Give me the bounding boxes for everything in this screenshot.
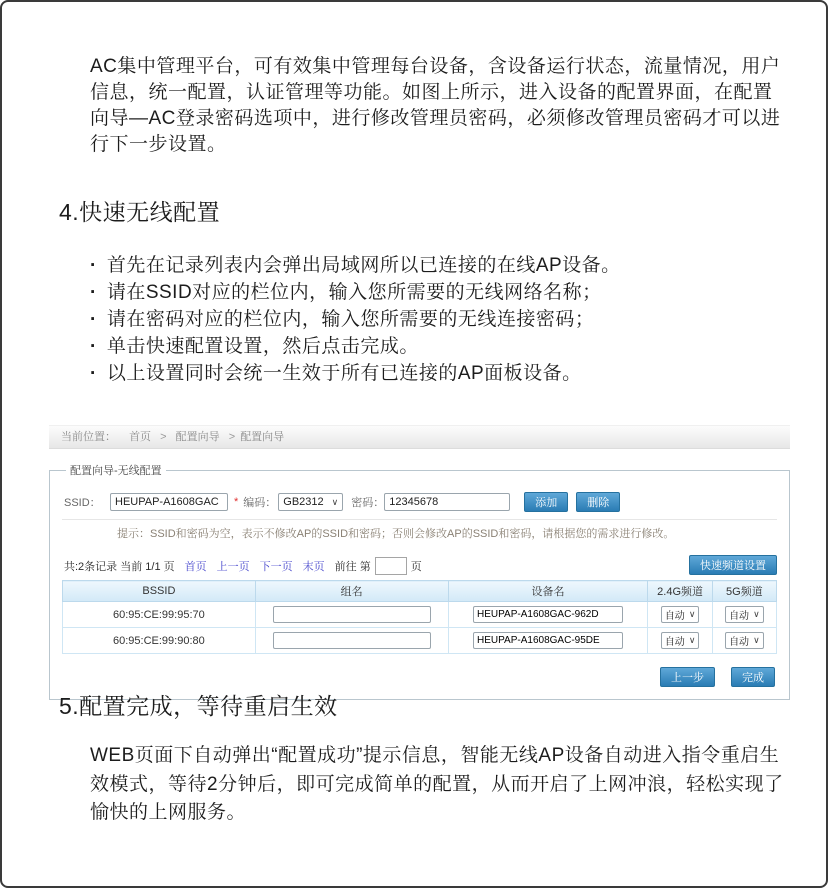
- breadcrumb-current: 配置向导: [240, 431, 285, 443]
- breadcrumb-separator: >: [160, 431, 167, 443]
- embedded-screenshot: [49, 425, 790, 700]
- channel-24g-value: 自动: [664, 611, 685, 622]
- encoding-select[interactable]: [278, 493, 343, 511]
- bssid-cell: 60:95:CE:99:95:70: [63, 602, 256, 628]
- chevron-down-icon: [689, 610, 696, 619]
- bullet-item: · 首先在记录列表内会弹出局域网所以已连接的在线AP设备。: [90, 252, 621, 279]
- encoding-selected-value: GB2312: [283, 496, 324, 508]
- divider: [62, 519, 777, 520]
- record-summary: 共:2条记录 当前 1/1 页: [64, 561, 175, 573]
- goto-page-input[interactable]: [375, 557, 407, 575]
- bullet-item: · 请在SSID对应的栏位内，输入您所需要的无线网络名称；: [90, 279, 621, 306]
- ap-device-table: [62, 580, 777, 654]
- next-page-link[interactable]: 下一页: [259, 561, 293, 573]
- password-label: 密码：: [351, 497, 385, 509]
- channel-24g-value: 自动: [664, 637, 685, 648]
- breadcrumb-separator: >: [228, 431, 236, 443]
- form-hint: 提示：SSID和密码为空，表示不修改AP的SSID和密码；否则会修改AP的SSID和密码，请根据您的需求进行修改。: [117, 528, 675, 540]
- first-page-link[interactable]: 首页: [184, 561, 207, 573]
- ssid-input[interactable]: [110, 493, 228, 511]
- bullet-item: · 以上设置同时会统一生效于所有已连接的AP面板设备。: [90, 360, 621, 387]
- chevron-down-icon: [332, 498, 339, 507]
- channel-24g-select[interactable]: [661, 606, 700, 623]
- section-4-bullet-list: [90, 252, 621, 387]
- table-row: [63, 628, 777, 654]
- goto-page-suffix: 页: [410, 561, 422, 573]
- quick-channel-settings-button[interactable]: 快速频道设置: [689, 555, 777, 575]
- channel-5g-value: 自动: [729, 611, 750, 622]
- col-header-bssid: BSSID: [63, 581, 256, 602]
- ssid-label: SSID：: [64, 497, 101, 509]
- device-name-input[interactable]: [473, 606, 623, 623]
- bullet-item: · 请在密码对应的栏位内，输入您所需要的无线连接密码；: [90, 306, 621, 333]
- breadcrumb: [49, 425, 790, 449]
- finish-button[interactable]: 完成: [731, 667, 775, 687]
- section-4-heading: 4.快速无线配置: [59, 199, 221, 225]
- chevron-down-icon: [689, 636, 696, 645]
- breadcrumb-wizard-link[interactable]: 配置向导: [175, 431, 220, 443]
- previous-step-button[interactable]: 上一步: [660, 667, 715, 687]
- table-header-row: [63, 581, 777, 602]
- col-header-24g: 2.4G频道: [648, 581, 712, 602]
- last-page-link[interactable]: 末页: [302, 561, 325, 573]
- bullet-item: · 单击快速配置设置，然后点击完成。: [90, 333, 621, 360]
- group-name-input[interactable]: [273, 606, 431, 623]
- encoding-label: 编码：: [243, 497, 277, 509]
- goto-page-prefix: 前往 第: [334, 561, 371, 573]
- chevron-down-icon: [753, 610, 760, 619]
- table-row: [63, 602, 777, 628]
- chevron-down-icon: [753, 636, 760, 645]
- channel-5g-select[interactable]: [725, 606, 764, 623]
- bssid-cell: 60:95:CE:99:90:80: [63, 628, 256, 654]
- col-header-device: 设备名: [448, 581, 648, 602]
- col-header-5g: 5G频道: [712, 581, 776, 602]
- channel-24g-select[interactable]: [661, 632, 700, 649]
- ssid-form-row: [64, 492, 777, 512]
- wireless-config-fieldset: [49, 462, 790, 700]
- section-5-paragraph: WEB页面下自动弹出“配置成功”提示信息，智能无线AP设备自动进入指令重启生效模式，等待2分钟后，即可完成简单的配置，从而开启了上网冲浪，轻松实现了愉快的上网服务。: [90, 745, 784, 823]
- wireless-config-legend: 配置向导-无线配置: [70, 465, 162, 477]
- pagination-bar: [64, 557, 777, 575]
- add-button[interactable]: 添加: [524, 492, 568, 512]
- device-name-input[interactable]: [473, 632, 623, 649]
- channel-5g-value: 自动: [729, 637, 750, 648]
- breadcrumb-label: 当前位置：: [61, 431, 116, 443]
- required-asterisk: *: [234, 496, 239, 508]
- group-name-input[interactable]: [273, 632, 431, 649]
- channel-5g-select[interactable]: [725, 632, 764, 649]
- delete-button[interactable]: 删除: [576, 492, 620, 512]
- section-5-heading: 5.配置完成，等待重启生效: [59, 693, 338, 719]
- password-input[interactable]: [384, 493, 510, 511]
- intro-paragraph: AC集中管理平台，可有效集中管理每台设备，含设备运行状态，流量情况，用户信息，统一配置，认证管理等功能。如图上所示，进入设备的配置界面，在配置向导—AC登录密码选项中，进行修改管理员密码，必须修改管理员密码才可以进行下一步设置。: [90, 56, 781, 155]
- wizard-footer: [62, 667, 777, 687]
- prev-page-link[interactable]: 上一页: [216, 561, 250, 573]
- breadcrumb-home-link[interactable]: 首页: [129, 431, 152, 443]
- col-header-group: 组名: [255, 581, 448, 602]
